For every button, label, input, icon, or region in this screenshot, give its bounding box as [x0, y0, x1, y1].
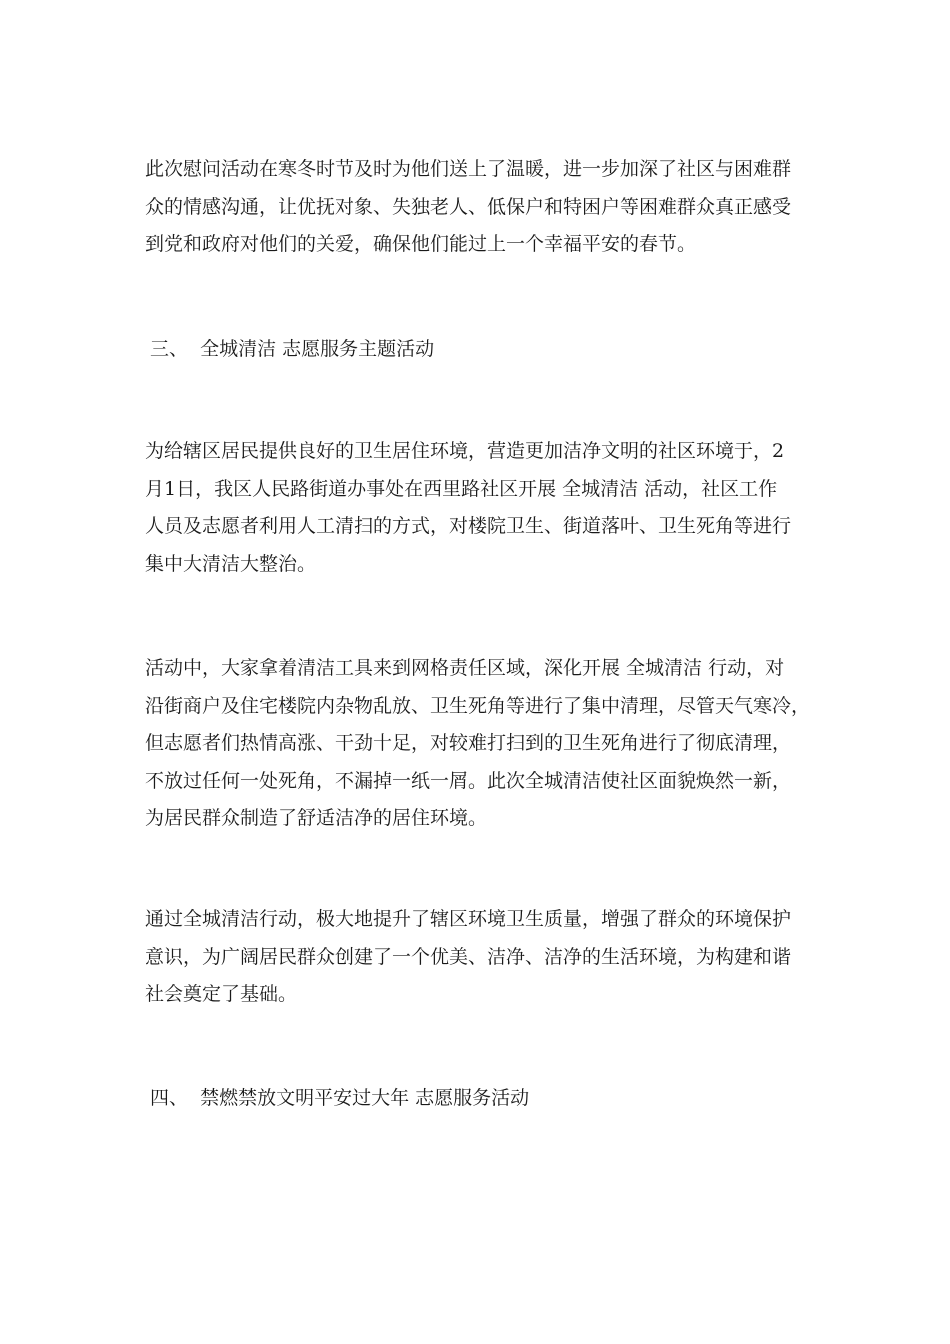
paragraph-line: 意识，为广阔居民群众创建了一个优美、洁净、洁净的生活环境，为构建和谐: [145, 945, 792, 968]
paragraph-cleanup-details: [145, 650, 810, 838]
paragraph-cleanup-result: [145, 901, 810, 1014]
paragraph-line: 但志愿者们热情高涨、干劲十足，对较难打扫到的卫生死角进行了彻底清理，: [145, 732, 792, 754]
paragraph-line: 众的情感沟通，让优抚对象、失独老人、低保户和特困户等困难群众真正感受: [145, 195, 792, 218]
paragraph-cleanup-intro: [145, 433, 810, 583]
paragraph-line: 社会奠定了基础。: [145, 983, 298, 1005]
paragraph-line: 通过全城清洁行动，极大地提升了辖区环境卫生质量，增强了群众的环境保护: [145, 908, 792, 930]
paragraph-line: 活动中，大家拿着清洁工具来到网格责任区域，深化开展 全城清洁 行动，对: [145, 657, 785, 679]
paragraph-line: 为给辖区居民提供良好的卫生居住环境，营造更加洁净文明的社区环境于，2: [145, 440, 785, 462]
paragraph-line: 此次慰问活动在寒冬时节及时为他们送上了温暖，进一步加深了社区与困难群: [145, 158, 792, 180]
paragraph-line: 到党和政府对他们的关爱，确保他们能过上一个幸福平安的春节。: [145, 233, 697, 255]
paragraph-line: 人员及志愿者利用人工清扫的方式，对楼院卫生、街道落叶、卫生死角等进行: [145, 515, 792, 537]
section-heading-3: 三、 全城清洁 志愿服务主题活动: [150, 338, 435, 360]
paragraph-line: 为居民群众制造了舒适洁净的居住环境。: [145, 807, 488, 829]
paragraph-line: 月1日，我区人民路街道办事处在西里路社区开展 全城清洁 活动，社区工作: [145, 477, 778, 500]
paragraph-line: 不放过任何一处死角，不漏掉一纸一屑。此次全城清洁使社区面貌焕然一新，: [145, 769, 792, 792]
paragraph-line: 集中大清洁大整治。: [145, 552, 317, 575]
paragraph-condolence-summary: [145, 151, 810, 264]
section-heading-4: 四、 禁燃禁放文明平安过大年 志愿服务活动: [150, 1087, 530, 1109]
paragraph-line: 沿街商户及住宅楼院内杂物乱放、卫生死角等进行了集中清理，尽管天气寒冷，: [145, 694, 811, 717]
